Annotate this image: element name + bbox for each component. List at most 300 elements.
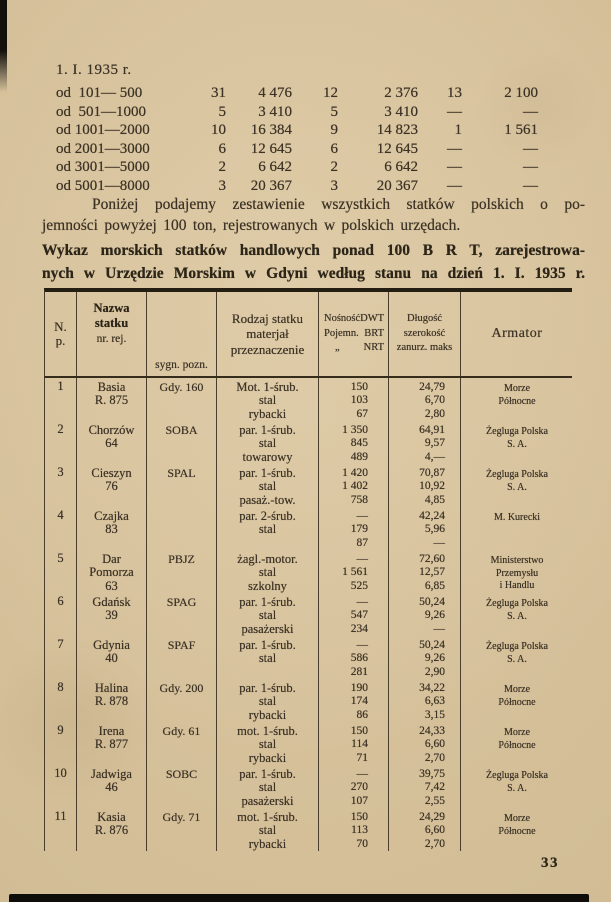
ship-cell-tonnage: [319, 765, 389, 808]
tonnage-value-cell: —: [523, 103, 538, 120]
cell-line: 6,70: [424, 394, 445, 407]
ship-cell-dim: [389, 765, 461, 808]
header-cell-sygn-pozn: sygn. pozn.: [147, 292, 217, 376]
cell-line: SPAF: [167, 638, 196, 652]
ship-cell-name: [77, 593, 147, 636]
ship-table-header: [44, 288, 572, 378]
ship-cell-armator: [461, 507, 573, 550]
ship-cell-rodzaj: [217, 722, 319, 765]
ship-cell-rodzaj: [217, 636, 319, 679]
ship-row: [44, 378, 572, 421]
cell-line: 2,55: [424, 794, 445, 807]
tonnage-value-cell: 3 410: [258, 103, 292, 120]
ship-cell-name: [77, 808, 147, 851]
cell-line: SOBA: [165, 423, 198, 437]
cell-line: Gdy. 160: [159, 380, 204, 394]
cell-line: Żegluga Polska: [486, 426, 548, 437]
tonnage-value-cell: 5: [330, 103, 338, 120]
ship-cell-name: [77, 679, 147, 722]
tonnage-value-cell: —: [523, 177, 538, 194]
cell-line: 8: [57, 680, 64, 694]
tonnage-value-cell: 4 476: [258, 85, 292, 101]
ship-cell-sygn: [147, 636, 217, 679]
cell-line: 2,90: [424, 665, 445, 678]
cell-line: 6,85: [424, 579, 445, 592]
ship-cell-np: [45, 550, 77, 593]
tonnage-value-cell: 2: [330, 159, 338, 176]
cell-line: Mot. 1-śrub.: [236, 380, 299, 394]
cell-line: Czajka: [94, 509, 129, 523]
cell-line: 150: [350, 381, 368, 393]
cell-line: 113: [351, 824, 368, 837]
ship-cell-name: [77, 765, 147, 808]
cell-line: Gdańsk: [92, 595, 131, 609]
cell-line: 2: [57, 422, 64, 436]
ship-cell-dim: [389, 507, 461, 550]
ship-cell-rodzaj: [217, 593, 319, 636]
cell-line: par. 1-śrub.: [239, 638, 296, 652]
cell-line: —: [356, 596, 368, 608]
cell-line: S. A.: [507, 481, 527, 493]
cell-line: 10,92: [419, 480, 445, 493]
tonnage-value-cell: 2 100: [504, 85, 538, 101]
cell-line: SPAL: [167, 466, 196, 480]
ship-cell-np: [45, 421, 77, 464]
cell-line: Chorzów: [88, 423, 135, 437]
cell-line: 2,70: [424, 751, 445, 764]
ship-cell-rodzaj: [217, 679, 319, 722]
cell-line: 9,57: [424, 437, 445, 450]
ship-cell-name: [77, 378, 147, 421]
cell-line: pasaż.-tow.: [239, 492, 296, 507]
ship-cell-dim: [389, 378, 461, 421]
ship-cell-np: [45, 593, 77, 636]
cell-line: 270: [350, 781, 368, 794]
ship-cell-tonnage: [319, 464, 389, 507]
cell-line: 150: [350, 725, 368, 737]
cell-line: Basia: [97, 380, 126, 394]
tonnage-value-cell: 13: [447, 85, 462, 101]
tonnage-row: [56, 103, 538, 122]
cell-line: Morze: [503, 684, 531, 695]
tonnage-value-cell: —: [523, 159, 538, 176]
cell-line: 114: [351, 738, 368, 751]
cell-line: 40: [105, 651, 118, 666]
cell-line: Morze: [503, 383, 531, 394]
cell-line: —: [356, 553, 368, 565]
cell-line: Ministerstwo: [490, 555, 544, 566]
ship-cell-tonnage: [319, 808, 389, 851]
ship-cell-rodzaj: [217, 765, 319, 808]
cell-line: par. 1-śrub.: [239, 466, 296, 480]
cell-line: 547: [350, 609, 368, 622]
table-heading: [42, 240, 585, 285]
ship-cell-tonnage: [319, 636, 389, 679]
ship-row: [44, 636, 572, 679]
ship-cell-dim: [389, 593, 461, 636]
cell-line: Morze: [503, 813, 531, 824]
header-nosnosc-dwt: Nośność DWT: [324, 313, 385, 325]
tonnage-value-cell: 12 645: [250, 140, 292, 157]
cell-line: i Handlu: [499, 580, 535, 592]
cell-line: 24,29: [419, 811, 445, 823]
cell-line: Żegluga Polska: [486, 641, 548, 652]
ship-cell-armator: [461, 593, 573, 636]
cell-line: Pomorza: [89, 565, 134, 580]
tonnage-value-cell: 6: [218, 140, 226, 157]
cell-line: S. A.: [507, 653, 527, 665]
tonnage-row: [56, 158, 538, 177]
ship-cell-sygn: [147, 507, 217, 550]
ship-cell-sygn: [147, 722, 217, 765]
cell-line: S. A.: [507, 610, 527, 622]
cell-line: Północne: [498, 395, 536, 407]
cell-line: Żegluga Polska: [486, 770, 548, 781]
cell-line: pasażerski: [241, 793, 294, 808]
tonnage-value-cell: 6 642: [384, 159, 418, 176]
cell-line: 6,60: [424, 738, 445, 751]
ship-cell-tonnage: [319, 507, 389, 550]
header-cell-np: N. p.: [45, 292, 77, 376]
intro-paragraph: [42, 194, 585, 236]
cell-line: Halina: [94, 681, 129, 695]
tonnage-range-cell: od 5001—8000: [56, 177, 150, 194]
cell-line: 70,87: [419, 467, 445, 479]
cell-line: 2,70: [424, 837, 445, 850]
cell-line: 86: [356, 708, 368, 721]
cell-line: 42,24: [419, 510, 445, 522]
tonnage-value-cell: 6: [330, 140, 338, 157]
tonnage-value-cell: 3 410: [384, 103, 418, 120]
ship-register-table: [44, 288, 572, 851]
cell-line: 9,26: [424, 652, 445, 665]
ship-cell-rodzaj: [217, 550, 319, 593]
tonnage-range-cell: od 3001—5000: [56, 159, 150, 176]
tonnage-value-cell: 5: [218, 103, 226, 120]
tonnage-value-cell: 3: [218, 177, 226, 194]
header-cell-dlugosc: Długość szerokość zanurz. maks: [389, 292, 461, 376]
ship-cell-np: [45, 636, 77, 679]
ship-cell-armator: [461, 378, 573, 421]
intro-paragraph-line1: Poniżej podajemy zestawienie wszystkich statków polskich o po-: [92, 196, 585, 213]
ship-cell-tonnage: [319, 378, 389, 421]
cell-line: 234: [350, 622, 368, 635]
cell-line: rybacki: [248, 836, 287, 851]
cell-line: 34,22: [419, 682, 445, 694]
cell-line: PBJZ: [168, 552, 195, 566]
cell-line: 7,42: [424, 781, 445, 794]
date-line: 1. I. 1935 r.: [56, 62, 132, 78]
cell-line: 64,91: [419, 424, 445, 436]
ship-cell-np: [45, 722, 77, 765]
ship-cell-np: [45, 464, 77, 507]
cell-line: 46: [105, 780, 118, 795]
tonnage-value-cell: 12 645: [376, 140, 418, 157]
ship-row: [44, 765, 572, 808]
cell-line: M. Kurecki: [493, 512, 541, 523]
ship-row: [44, 679, 572, 722]
page-number: 33: [541, 855, 559, 871]
cell-line: Irena: [98, 724, 125, 738]
cell-line: Gdynia: [93, 638, 130, 652]
cell-line: Gdy. 71: [162, 810, 201, 824]
header-cell-nazwa-statku: [77, 292, 147, 376]
ship-cell-armator: [461, 636, 573, 679]
cell-line: rybacki: [248, 406, 287, 421]
ship-cell-tonnage: [319, 421, 389, 464]
cell-line: 3: [57, 465, 64, 479]
header-cell-armator: Armator: [491, 326, 543, 341]
cell-line: 6,63: [424, 695, 445, 708]
cell-line: 71: [356, 751, 368, 764]
cell-line: Północne: [498, 739, 536, 751]
cell-line: 3,15: [424, 708, 445, 721]
cell-line: 24,79: [419, 381, 445, 393]
cell-line: stal: [258, 694, 277, 709]
ship-cell-dim: [389, 636, 461, 679]
tonnage-value-cell: 10: [211, 122, 226, 139]
cell-line: 72,60: [419, 553, 445, 565]
cell-line: R. 878: [94, 694, 129, 709]
cell-line: R. 876: [94, 823, 129, 838]
ship-cell-rodzaj: [217, 378, 319, 421]
ship-cell-tonnage: [319, 550, 389, 593]
cell-line: 11: [54, 809, 67, 823]
tonnage-value-cell: 1 561: [504, 122, 538, 139]
tonnage-value-cell: 20 367: [376, 177, 418, 194]
cell-line: Kasia: [97, 810, 126, 824]
cell-line: 39,75: [419, 768, 445, 780]
ship-cell-np: [45, 679, 77, 722]
cell-line: stal: [258, 823, 277, 838]
cell-line: 2,80: [424, 407, 445, 420]
cell-line: 1 420: [342, 467, 368, 479]
cell-line: R. 877: [94, 737, 129, 752]
ship-cell-sygn: [147, 593, 217, 636]
ship-cell-dim: [389, 421, 461, 464]
cell-line: par. 1-śrub.: [239, 767, 296, 781]
cell-line: 586: [350, 652, 368, 665]
cell-line: Jadwiga: [91, 767, 132, 781]
cell-line: stal: [258, 393, 277, 408]
header-nazwa-bold: Nazwa statku: [93, 301, 130, 330]
cell-line: Gdy. 61: [162, 724, 201, 738]
tonnage-value-cell: 14 823: [376, 122, 418, 139]
cell-line: 12,57: [419, 566, 445, 579]
cell-line: par. 2-śrub.: [239, 509, 296, 523]
cell-line: 5,96: [424, 523, 445, 536]
ship-cell-armator: [461, 765, 573, 808]
cell-line: 1 350: [342, 424, 368, 436]
cell-line: Żegluga Polska: [486, 598, 548, 609]
tonnage-range-cell: od 501—1000: [56, 103, 146, 120]
cell-line: 1 402: [342, 480, 368, 493]
tonnage-row: [56, 84, 538, 103]
cell-line: żagl.-motor.: [237, 552, 298, 566]
cell-line: 7: [57, 637, 64, 651]
cell-line: par. 1-śrub.: [239, 595, 296, 609]
cell-line: mot. 1-śrub.: [237, 810, 298, 824]
cell-line: —: [356, 510, 368, 522]
tonnage-value-cell: —: [523, 140, 538, 157]
cell-line: 281: [350, 665, 368, 678]
cell-line: 489: [350, 450, 368, 463]
tonnage-row: [56, 121, 538, 140]
cell-line: 76: [105, 479, 118, 494]
table-heading-line2: nych w Urzędzie Morskim w Gdyni według stanu na dzień 1. I. 1935 r.: [42, 264, 585, 282]
ship-cell-sygn: [147, 679, 217, 722]
cell-line: 63: [105, 578, 118, 593]
cell-line: R. 875: [94, 393, 129, 408]
cell-line: rybacki: [248, 750, 287, 765]
cell-line: szkolny: [248, 578, 287, 593]
cell-line: 39: [105, 608, 118, 623]
cell-line: 525: [350, 579, 368, 592]
ship-cell-name: [77, 636, 147, 679]
cell-line: 5: [57, 551, 64, 565]
tonnage-range-cell: od 1001—2000: [56, 122, 150, 139]
cell-line: 64: [105, 436, 118, 451]
tonnage-range-cell: od 101— 500: [56, 85, 143, 101]
tonnage-summary-table: [56, 84, 538, 196]
ship-row: [44, 464, 572, 507]
table-heading-line1: Wykaz morskich statków handlowych ponad 100 B R T, zarejestrowa-: [42, 242, 585, 259]
cell-line: SOBC: [165, 767, 198, 781]
ship-cell-rodzaj: [217, 464, 319, 507]
tonnage-row: [56, 140, 538, 159]
ship-table-body: [44, 378, 572, 851]
ship-cell-name: [77, 464, 147, 507]
cell-line: 107: [350, 794, 368, 807]
tonnage-value-cell: 16 384: [250, 122, 292, 139]
tonnage-value-cell: —: [447, 103, 462, 120]
header-cell-nosnosc: [319, 292, 389, 376]
cell-line: Cieszyn: [91, 466, 132, 480]
cell-line: stal: [258, 565, 277, 580]
ship-cell-rodzaj: [217, 808, 319, 851]
cell-line: 174: [350, 695, 368, 708]
ship-cell-name: [77, 421, 147, 464]
cell-line: 24,33: [419, 725, 445, 737]
cell-line: 50,24: [419, 639, 445, 651]
ship-row: [44, 722, 572, 765]
cell-line: 6: [57, 594, 64, 608]
ship-cell-sygn: [147, 808, 217, 851]
ship-cell-sygn: [147, 421, 217, 464]
cell-line: 87: [356, 536, 368, 549]
ship-cell-np: [45, 507, 77, 550]
cell-line: 1: [57, 379, 64, 393]
cell-line: Dar: [102, 552, 121, 566]
ship-cell-sygn: [147, 765, 217, 808]
tonnage-value-cell: 9: [330, 122, 338, 139]
ship-cell-tonnage: [319, 679, 389, 722]
cell-line: stal: [258, 608, 277, 623]
header-nr-rej: nr. rej.: [96, 333, 127, 345]
ship-cell-name: [77, 507, 147, 550]
tonnage-value-cell: 12: [323, 85, 338, 101]
ship-cell-dim: [389, 722, 461, 765]
ship-cell-tonnage: [319, 722, 389, 765]
cell-line: stal: [258, 479, 277, 494]
ship-cell-rodzaj: [217, 421, 319, 464]
cell-line: 1 561: [342, 566, 368, 579]
intro-paragraph-line2: jemności powyżej 100 ton, rejestrowanych w polskich urzędach.: [42, 217, 461, 234]
cell-line: S. A.: [507, 438, 527, 450]
tonnage-value-cell: 2: [218, 159, 226, 176]
cell-line: towarowy: [242, 449, 293, 464]
tonnage-value-cell: 20 367: [250, 177, 292, 194]
cell-line: 4,85: [424, 493, 445, 506]
ship-row: [44, 593, 572, 636]
ship-cell-name: [77, 722, 147, 765]
ship-cell-armator: [461, 679, 573, 722]
cell-line: par. 1-śrub.: [239, 681, 296, 695]
cell-line: 845: [350, 437, 368, 450]
ship-cell-dim: [389, 550, 461, 593]
cell-line: 9,26: [424, 609, 445, 622]
cell-line: stal: [258, 436, 277, 451]
cell-line: Gdy. 200: [159, 681, 204, 695]
ship-cell-sygn: [147, 378, 217, 421]
cell-line: 70: [356, 837, 368, 850]
cell-line: —: [433, 536, 445, 549]
tonnage-value-cell: —: [447, 177, 462, 194]
ship-cell-armator: [461, 722, 573, 765]
ship-row: [44, 808, 572, 851]
ship-cell-np: [45, 765, 77, 808]
tonnage-range-cell: od 2001—3000: [56, 140, 150, 157]
scan-artifact-bottom-bar: [9, 894, 589, 902]
header-nrt: „ NRT: [335, 342, 384, 354]
ship-cell-tonnage: [319, 593, 389, 636]
cell-line: Północne: [498, 696, 536, 708]
ship-cell-np: [45, 808, 77, 851]
ship-cell-sygn: [147, 464, 217, 507]
cell-line: mot. 1-śrub.: [237, 724, 298, 738]
cell-line: 758: [350, 493, 368, 506]
cell-line: Północne: [498, 825, 536, 837]
cell-line: stal: [258, 780, 277, 795]
ship-cell-dim: [389, 679, 461, 722]
ship-cell-armator: [461, 421, 573, 464]
ship-row: [44, 550, 572, 593]
ship-cell-sygn: [147, 550, 217, 593]
ship-cell-armator: [461, 808, 573, 851]
tonnage-value-cell: 31: [211, 85, 226, 101]
cell-line: par. 1-śrub.: [239, 423, 296, 437]
cell-line: Morze: [503, 727, 531, 738]
cell-line: 6,60: [424, 824, 445, 837]
cell-line: stal: [258, 522, 277, 537]
tonnage-row: [56, 177, 538, 196]
cell-line: rybacki: [248, 707, 287, 722]
cell-line: Żegluga Polska: [486, 469, 548, 480]
cell-line: —: [433, 622, 445, 635]
cell-line: 83: [105, 522, 118, 537]
tonnage-value-cell: 1: [454, 122, 462, 139]
tonnage-value-cell: 6 642: [258, 159, 292, 176]
header-cell-rodzaj-statku: Rodzaj statku materjał przeznaczenie: [217, 292, 319, 376]
cell-line: Przemysłu: [495, 567, 539, 579]
cell-line: 9: [57, 723, 64, 737]
ship-cell-armator: [461, 550, 573, 593]
header-pojemn-brt: Pojemn. BRT: [324, 327, 384, 339]
cell-line: stal: [258, 737, 277, 752]
cell-line: 67: [356, 407, 368, 420]
ship-cell-np: [45, 378, 77, 421]
cell-line: 103: [350, 394, 368, 407]
